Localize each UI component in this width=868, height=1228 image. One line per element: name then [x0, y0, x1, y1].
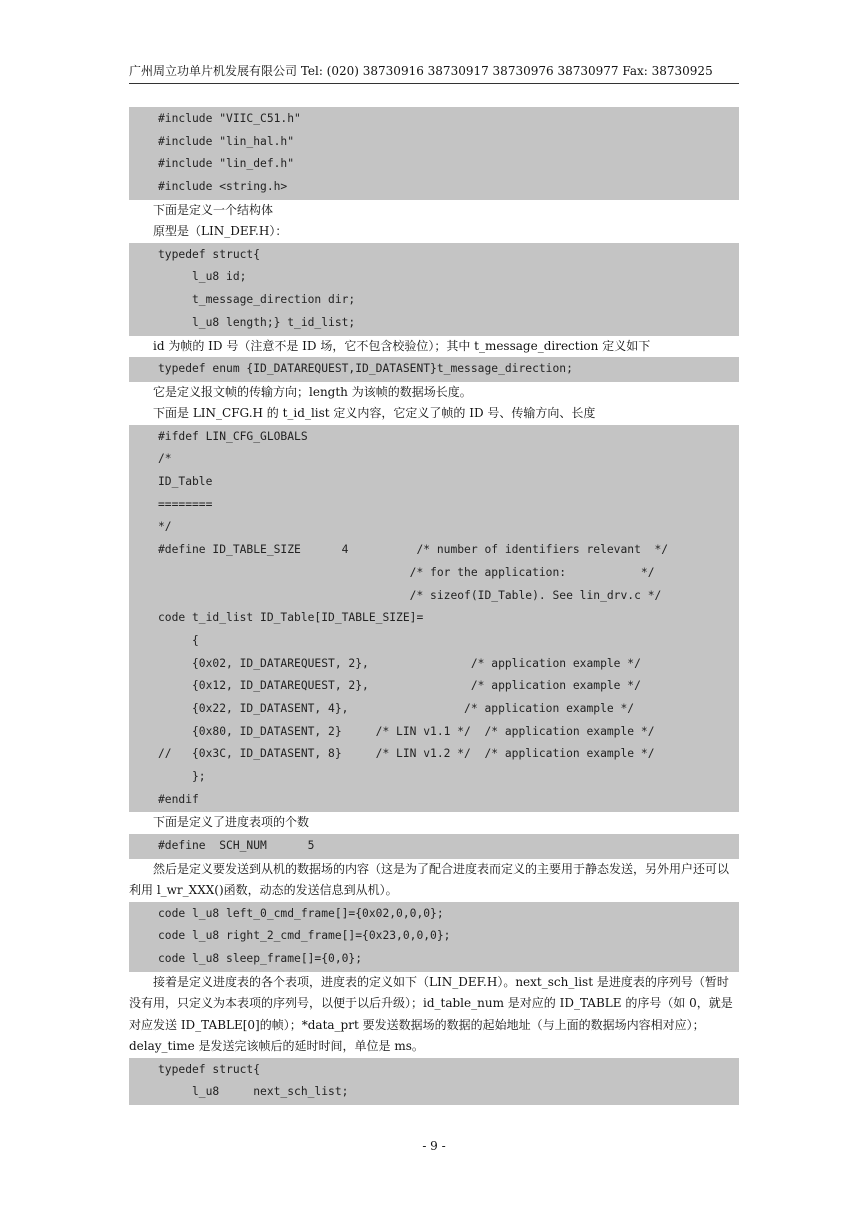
paragraph: 下面是定义一个结构体 — [153, 202, 274, 217]
paragraph: 它是定义报文帧的传输方向；length 为该帧的数据场长度。 — [153, 384, 472, 399]
page-header — [129, 64, 739, 78]
page-number: - 9 - — [422, 1139, 446, 1153]
code-line: }; — [158, 770, 206, 783]
paragraph: 下面是 LIN_CFG.H 的 t_id_list 定义内容，它定义了帧的 ID 号、传输方向、长度 — [153, 406, 596, 421]
code-line: typedef struct{ — [158, 1062, 261, 1076]
code-line: {0x02, ID_DATAREQUEST, 2}, /* application example */ — [158, 656, 641, 670]
code-block — [129, 425, 739, 813]
code-block — [129, 834, 739, 859]
document-body — [129, 107, 739, 1105]
code-line: {0x22, ID_DATASENT, 4}, /* application example */ — [158, 701, 635, 715]
code-line: t_message_direction dir; — [158, 293, 356, 307]
code-line: l_u8 length;} t_id_list; — [158, 315, 356, 329]
header-divider — [129, 83, 739, 84]
code-line: #define ID_TABLE_SIZE 4 /* number of identifiers relevant */ — [158, 543, 669, 557]
code-line: typedef enum {ID_DATAREQUEST,ID_DATASENT}t_message_direction; — [158, 362, 573, 375]
code-line: l_u8 id; — [158, 270, 247, 284]
code-block — [129, 902, 739, 972]
code-line: {0x80, ID_DATASENT, 2} /* LIN v1.1 */ /* application example */ — [158, 724, 655, 738]
code-line: l_u8 next_sch_list; — [158, 1085, 349, 1099]
paragraph: 原型是（LIN_DEF.H）： — [153, 224, 288, 239]
page-footer — [0, 1139, 868, 1153]
code-line: /* — [158, 452, 172, 466]
header-company-contact: 广州周立功单片机发展有限公司 Tel: (020) 38730916 38730917 38730976 38730977 Fax: 38730925 — [129, 64, 713, 78]
paragraph: 然后是定义要发送到从机的数据场的内容（这是为了配合进度表而定义的主要用于静态发送，另外用户还可以利用 l_wr_XXX()函数，动态的发送信息到从机）。 — [129, 861, 730, 898]
code-line: typedef struct{ — [158, 247, 261, 261]
code-line: #include <string.h> — [158, 180, 288, 194]
code-line: #include "VIIC_C51.h" — [158, 112, 301, 125]
code-block — [129, 357, 739, 382]
paragraph: 下面是定义了进度表项的个数 — [153, 815, 310, 830]
code-line: ======== — [158, 497, 213, 511]
code-line: /* for the application: */ — [158, 565, 655, 579]
code-block — [129, 243, 739, 336]
code-block — [129, 107, 739, 200]
code-line: */ — [158, 520, 172, 534]
code-line: #include "lin_hal.h" — [158, 134, 295, 148]
code-line: // {0x3C, ID_DATASENT, 8} /* LIN v1.2 */ /* application example */ — [158, 747, 655, 761]
code-line: /* sizeof(ID_Table). See lin_drv.c */ — [158, 588, 662, 602]
code-line: code l_u8 right_2_cmd_frame[]={0x23,0,0,0}; — [158, 929, 451, 943]
code-line: code l_u8 sleep_frame[]={0,0}; — [158, 951, 363, 965]
paragraph: id 为帧的 ID 号（注意不是 ID 场，它不包含校验位）；其中 t_message_direction 定义如下 — [153, 338, 651, 353]
code-line: { — [158, 633, 199, 647]
paragraph: 接着是定义进度表的各个表项，进度表的定义如下（LIN_DEF.H）。next_sch_list 是进度表的序列号（暂时没有用，只定义为本表项的序列号，以便于以后升级）；id_table_num 是对应的 ID_TABLE 的序号（如 0，就是对应发送 ID_TABLE[0]的帧）；*data_prt 要发送数据场的数据的起始地址（与上面的数据场内容相对应）；delay_time 是发送完该帧后的延时时间，单位是 ms。 — [129, 974, 733, 1054]
code-line: #endif — [158, 792, 199, 806]
code-line: #include "lin_def.h" — [158, 157, 295, 171]
code-line: #ifdef LIN_CFG_GLOBALS — [158, 429, 308, 443]
code-line: code l_u8 left_0_cmd_frame[]={0x02,0,0,0}; — [158, 906, 444, 920]
code-block — [129, 1058, 739, 1105]
code-line: {0x12, ID_DATAREQUEST, 2}, /* application example */ — [158, 679, 641, 693]
code-line: ID_Table — [158, 475, 213, 489]
code-line: code t_id_list ID_Table[ID_TABLE_SIZE]= — [158, 611, 424, 625]
code-line: #define SCH_NUM 5 — [158, 838, 315, 852]
